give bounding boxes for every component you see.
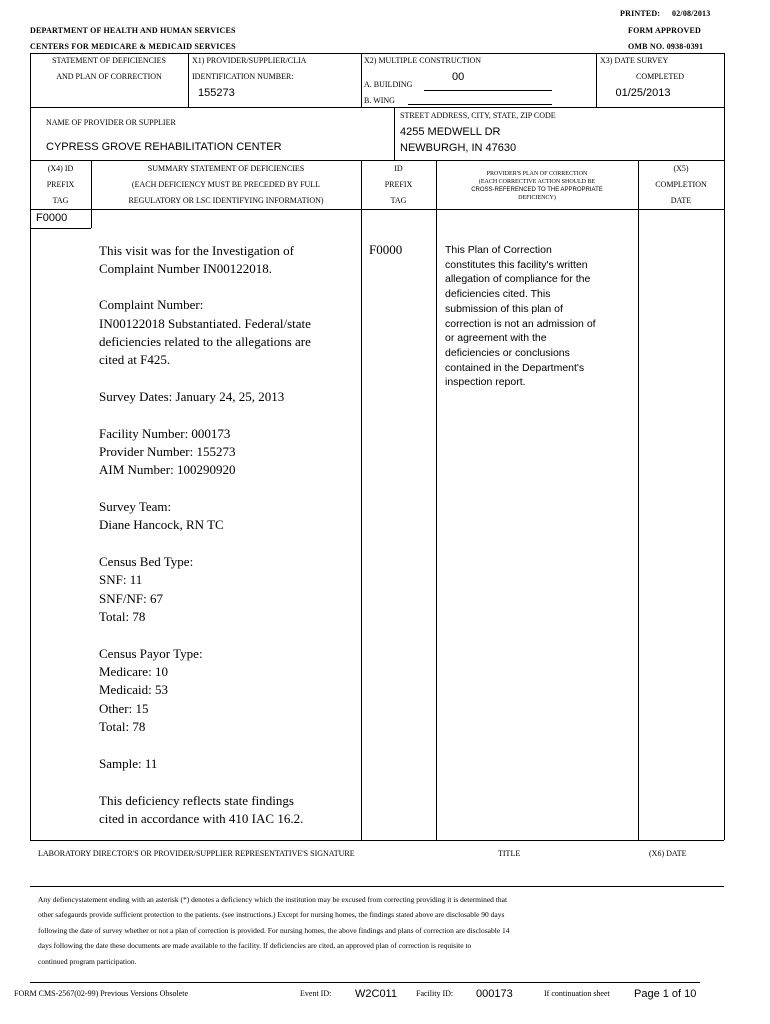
footer-rule xyxy=(30,982,700,983)
summary-line: Medicaid: 53 xyxy=(99,682,168,697)
summary-line: deficiencies related to the allegations are xyxy=(99,334,311,349)
summary-line: cited in accordance with 410 IAC 16.2. xyxy=(99,811,304,826)
summary-line: Sample: 11 xyxy=(99,756,158,771)
plan-of-correction-text xyxy=(445,243,596,390)
wing-label: B. WING xyxy=(364,96,395,105)
omb-number: OMB NO. 0938-0391 xyxy=(628,42,704,51)
summary-line: Complaint Number: xyxy=(99,297,204,312)
facility-id-label: Facility ID: xyxy=(416,989,454,998)
form-number: FORM CMS-2567(02-99) Previous Versions Obsolete xyxy=(14,989,189,998)
summary-line: This visit was for the Investigation of xyxy=(99,243,294,258)
id-prefix-label: PREFIX xyxy=(384,180,413,189)
disclaimer-line: days following the date these documents are made available to the facility. If deficiencies are cited, an approved plan of correction is requisite to xyxy=(38,941,472,951)
plan-of-correction-line: contained in the Department's xyxy=(445,361,585,374)
department-title: DEPARTMENT OF HEALTH AND HUMAN SERVICES xyxy=(30,26,236,35)
signature-date-label: (X6) DATE xyxy=(649,849,687,858)
summary-line: Diane Hancock, RN TC xyxy=(99,517,224,532)
summary-statement-header-line1: SUMMARY STATEMENT OF DEFICIENCIES xyxy=(147,164,305,173)
summary-line: Medicare: 10 xyxy=(99,664,168,679)
id-label: ID xyxy=(394,164,403,173)
completion-date-label: DATE xyxy=(670,196,692,205)
summary-line: cited at F425. xyxy=(99,352,171,367)
plan-of-correction-line: constitutes this facility's written xyxy=(445,258,588,271)
plan-of-correction-line: submission of this plan of xyxy=(445,302,563,315)
x5-label: (X5) xyxy=(673,164,689,173)
signature-label: LABORATORY DIRECTOR'S OR PROVIDER/SUPPLIER REPRESENTATIVE'S SIGNATURE xyxy=(38,849,355,858)
disclaimer-line: following the date of survey whether or not a plan of correction is provided. For nursing homes, the above findings and plans of correction are disclosable 14 xyxy=(38,925,510,935)
date-survey-completed-value: 01/25/2013 xyxy=(615,87,671,99)
disclaimer-line: other safegaurds provide sufficient protection to the patients. (see instructions.) Except for nursing homes, the findings stated above are disclosable 90 days xyxy=(38,910,505,920)
completion-label: COMPLETION xyxy=(655,180,707,189)
x4-prefix-label: PREFIX xyxy=(46,180,75,189)
plan-of-correction-header-line3: CROSS-REFERENCED TO THE APPROPRIATE xyxy=(471,187,603,193)
summary-statement-header-line3: REGULATORY OR LSC IDENTIFYING INFORMATION) xyxy=(128,196,324,205)
summary-line: Census Bed Type: xyxy=(99,554,194,569)
continuation-label: If continuation sheet xyxy=(544,989,610,998)
plan-of-correction-line: deficiencies or conclusions xyxy=(445,346,570,359)
street-address-line2: NEWBURGH, IN 47630 xyxy=(400,142,517,154)
summary-statement-header-line2: (EACH DEFICIENCY MUST BE PRECEDED BY FULL xyxy=(131,180,321,189)
provider-name-label: NAME OF PROVIDER OR SUPPLIER xyxy=(46,118,176,127)
plan-of-correction-line: This Plan of Correction xyxy=(445,244,552,256)
statement-label-line2: AND PLAN OF CORRECTION xyxy=(56,72,162,81)
summary-line: Facility Number: 000173 xyxy=(99,426,231,441)
summary-line: SNF: 11 xyxy=(99,572,143,587)
multiple-construction-label: X2) MULTIPLE CONSTRUCTION xyxy=(364,56,482,65)
street-address-line1: 4255 MEDWELL DR xyxy=(400,126,501,138)
signature-line xyxy=(30,886,724,887)
plan-of-correction-header-line1: PROVIDER'S PLAN OF CORRECTION xyxy=(486,171,588,177)
deficiency-tag-right: F0000 xyxy=(369,242,403,257)
building-label: A. BUILDING xyxy=(364,80,413,89)
plan-of-correction-line: or agreement with the xyxy=(445,332,547,345)
summary-line: Other: 15 xyxy=(99,701,149,716)
disclaimer-text xyxy=(38,892,510,969)
printed-label: PRINTED: xyxy=(620,9,661,18)
provider-id-value: 155273 xyxy=(198,87,235,99)
summary-line: Census Payor Type: xyxy=(99,646,203,661)
summary-line: AIM Number: 100290920 xyxy=(99,462,236,477)
plan-of-correction-line: deficiencies cited. This xyxy=(445,288,551,301)
building-underline xyxy=(424,90,552,91)
summary-line: SNF/NF: 67 xyxy=(99,591,163,606)
x4-tag-label: TAG xyxy=(52,196,69,205)
page-number: Page 1 of 10 xyxy=(634,988,697,1000)
event-id-label: Event ID: xyxy=(300,989,332,998)
summary-line: Survey Team: xyxy=(99,499,172,514)
plan-of-correction-line: allegation of compliance for the xyxy=(445,273,591,286)
summary-line: Complaint Number IN00122018. xyxy=(99,261,272,276)
building-value: 00 xyxy=(452,71,465,83)
street-address-label: STREET ADDRESS, CITY, STATE, ZIP CODE xyxy=(400,111,556,120)
provider-name-value: CYPRESS GROVE REHABILITATION CENTER xyxy=(46,141,282,153)
completed-label: COMPLETED xyxy=(636,72,684,81)
summary-line: Provider Number: 155273 xyxy=(99,444,236,459)
date-survey-label: X3) DATE SURVEY xyxy=(600,56,669,65)
deficiency-tag-left: F0000 xyxy=(36,212,68,224)
form-approved: FORM APPROVED xyxy=(628,26,702,35)
summary-line: Total: 78 xyxy=(99,719,146,734)
plan-of-correction-header-line4: DEFICIENCY) xyxy=(518,195,556,201)
id-tag-label: TAG xyxy=(390,196,407,205)
x4-id-label: (X4) ID xyxy=(47,164,74,173)
summary-line: Survey Dates: January 24, 25, 2013 xyxy=(99,389,285,404)
plan-of-correction-line: correction is not an admission of xyxy=(445,317,596,330)
disclaimer-line: continued program participation. xyxy=(38,956,137,966)
event-id-value: W2C011 xyxy=(355,988,397,1000)
disclaimer-line: Any defiencystatement ending with an asterisk (*) denotes a deficiency which the institution may be excused from correcting providing it is determined that xyxy=(38,895,508,904)
title-label: TITLE xyxy=(498,849,521,858)
summary-line: This deficiency reflects state findings xyxy=(99,793,294,808)
summary-line: Total: 78 xyxy=(99,609,146,624)
plan-of-correction-line: inspection report. xyxy=(445,376,526,389)
statement-label-line1: STATEMENT OF DEFICIENCIES xyxy=(52,56,166,65)
provider-id-label-line2: IDENTIFICATION NUMBER: xyxy=(192,72,294,81)
provider-id-label-line1: X1) PROVIDER/SUPPLIER/CLIA xyxy=(192,56,307,65)
plan-of-correction-header-line2: (EACH CORRECTIVE ACTION SHOULD BE xyxy=(478,179,596,185)
facility-id-value: 000173 xyxy=(476,988,513,1000)
centers-title: CENTERS FOR MEDICARE & MEDICAID SERVICES xyxy=(30,42,236,51)
printed-date: 02/08/2013 xyxy=(672,9,711,18)
summary-line: IN00122018 Substantiated. Federal/state xyxy=(99,316,311,331)
wing-underline xyxy=(408,104,552,105)
